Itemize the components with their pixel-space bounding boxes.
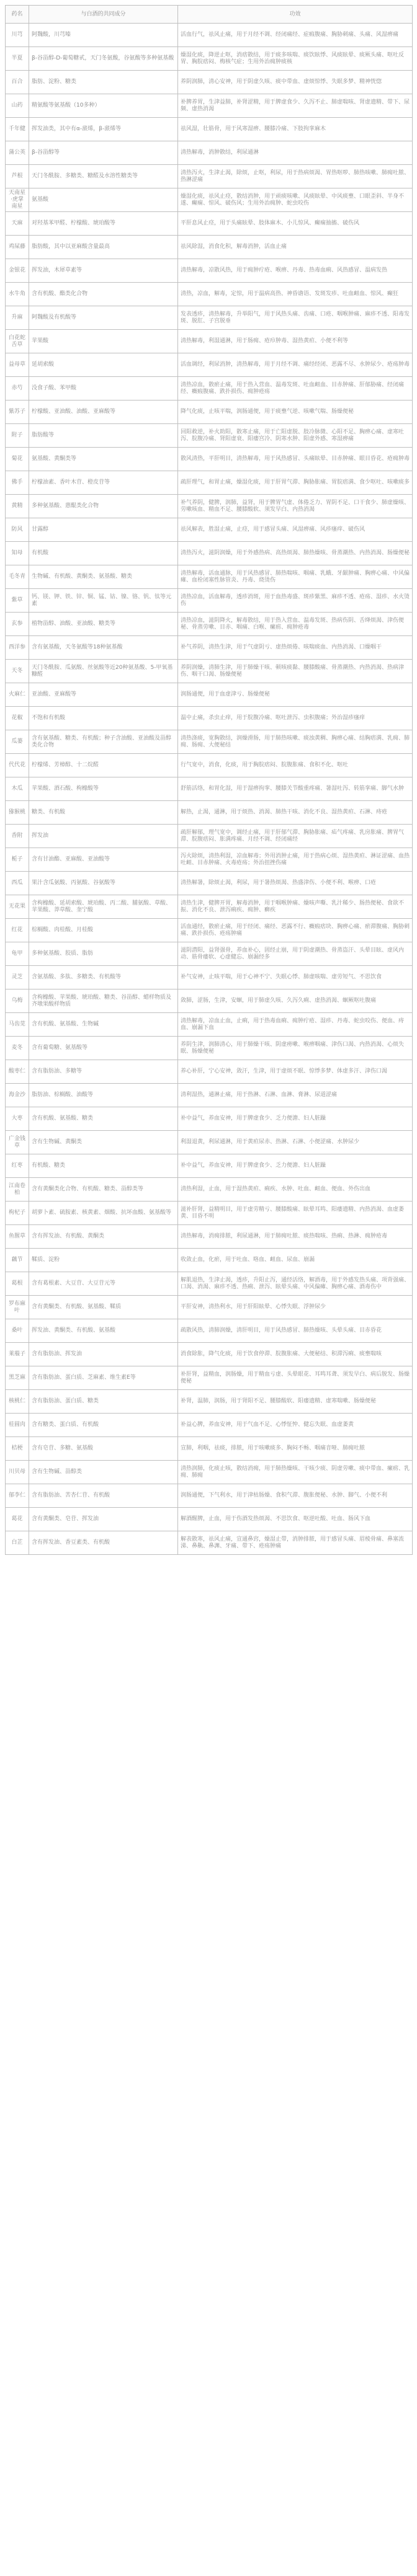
herb-name-cell: 水牛角 [6,283,29,306]
herb-name-cell: 西瓜 [6,872,29,895]
table-row [6,683,413,707]
herb-name-cell: 莱菔子 [6,1343,29,1366]
table-row [6,47,413,71]
effect-cell: 清热凉血，活血解毒，透疹消斑，用于血热毒盛、斑疹紫黑、麻疹不透、疮疡、湿疹、水火烫伤 [178,589,413,613]
table-row [6,448,413,471]
effect-cell: 滋阴潜阳，益肾强骨，养血补心，固经止崩，用于阴虚潮热、骨蒸盗汗、头晕目眩、虚风内动、筋骨痿软、心虚健忘、崩漏经多 [178,942,413,966]
common-ingredient-cell: 有机酸、糖类 [29,1154,178,1178]
table-row [6,636,413,660]
herb-name-cell: 灵芝 [6,966,29,989]
table-row [6,966,413,989]
effect-cell: 舒筋活络，和胃化湿，用于湿痹拘挛、腰膝关节酸重疼痛、暑湿吐泻、转筋挛痛、脚气水肿 [178,777,413,801]
common-ingredient-cell: 多种氨基酸、蒽醌类化合物 [29,495,178,518]
table-row [6,1508,413,1531]
table-row [6,259,413,283]
common-ingredient-cell: 柠檬油素、香叶木苷、橙皮苷等 [29,471,178,495]
header-effect: 功效 [178,6,413,24]
common-ingredient-cell: 含有机酸、酯类化合物 [29,283,178,306]
herb-name-cell: 火麻仁 [6,683,29,707]
herb-name-cell: 鸡屎藤 [6,236,29,259]
effect-cell: 养阴润肺，清心安神，用于阴虚久咳、痰中带血、虚烦惊悸、失眠多梦、精神恍惚 [178,71,413,94]
effect-cell: 解肌退热，生津止渴，透疹，升阳止泻，通经活络，解酒毒，用于外感发热头痛、项背强痛、口渴、消渴、麻疹不透、热痢、泄泻、眩晕头痛、中风偏瘫、胸痹心痛、酒毒伤中 [178,1272,413,1296]
herb-name-cell: 芦根 [6,165,29,188]
effect-cell: 清热凉血，散瘀止痛，用于热入营血、温毒发斑、吐血衄血、目赤肿痛、肝郁胁痛、经闭痛经、癥瘕腹痛、跌扑损伤、痈肿疮疡 [178,377,413,401]
effect-cell: 补气养阴，清热生津，用于气虚阴亏、虚热烦倦、咳喘痰血、内热消渴、口燥咽干 [178,636,413,660]
table-row [6,1037,413,1060]
herb-name-cell: 红枣 [6,1154,29,1178]
effect-cell: 补中益气，养血安神，用于脾虚食少、乏力便溏、妇人脏躁 [178,1154,413,1178]
herb-name-cell: 红花 [6,919,29,942]
table-row [6,24,413,47]
common-ingredient-cell: 糖类、有机酸 [29,801,178,825]
common-ingredient-cell: 脂肪油、棕榈酸、油酸等 [29,1084,178,1107]
effect-cell: 补肾，温肺，润肠，用于肾阳不足、腰膝酸软、阳痿遗精、虚寒喘嗽、肠燥便秘 [178,1390,413,1414]
herb-name-cell: 川芎 [6,24,29,47]
common-ingredient-cell: 挥发油 [29,825,178,848]
table-row [6,1202,413,1225]
effect-cell: 清热涤痰，宽胸散结，润燥滑肠，用于肺热咳嗽、痰浊黄稠、胸痹心痛、结胸痞满、乳痈、肺痈、肠痈、大便秘结 [178,730,413,754]
effect-cell: 收敛止血，化瘀，用于吐血、咯血、衄血、尿血、崩漏 [178,1249,413,1272]
common-ingredient-cell: 钙、镁、钾、铁、锌、铜、锰、钴、镍、铬、钒、钛等元素 [29,589,178,613]
effect-cell: 宣肺，利咽，祛痰，排脓，用于咳嗽痰多、胸闷不畅、咽痛音哑、肺痈吐脓 [178,1437,413,1461]
common-ingredient-cell: 含有脂肪油、多糖等 [29,1060,178,1084]
common-ingredient-cell: 阿魏酸，川芎嗪 [29,24,178,47]
herb-name-cell: 白芷 [6,1531,29,1555]
table-row [6,542,413,565]
effect-cell: 利湿退黄，利尿通淋，用于黄疸尿赤、热淋、石淋、小便涩痛、水肿尿少 [178,1131,413,1154]
common-ingredient-cell: 对羟基苯甲醛、柠檬酸、琥珀酸等 [29,212,178,236]
herb-name-cell: 核桃仁 [6,1390,29,1414]
common-ingredient-cell: 含有甘油酯、亚麻酸、亚油酸等 [29,848,178,872]
effect-cell: 清热解毒，利湿通淋，用于肠痈、疮疖肿毒、湿热黄疸、小便不利等 [178,330,413,353]
table-row [6,1154,413,1178]
table-row [6,236,413,259]
effect-cell: 祛风湿，壮筋骨，用于风寒湿痹、腰膝冷痛、下肢拘挛麻木 [178,118,413,141]
common-ingredient-cell: 挥发油，木犀草素等 [29,259,178,283]
herb-name-cell: 黑芝麻 [6,1366,29,1390]
effect-cell: 清热解毒，活血通脉，用于风热感冒、肺热喘咳、咽痛、乳蛾、牙龈肿痛、胸痹心痛、中风偏瘫、血栓闭塞性脉管炎、丹毒、烧烫伤 [178,565,413,589]
herb-name-cell: 紫苏子 [6,401,29,424]
common-ingredient-cell: 含有脂肪油、蛋白质、芝麻素、维生素E等 [29,1366,178,1390]
common-ingredient-cell: 脂肪酸等 [29,424,178,448]
herb-name-cell: 龟甲 [6,942,29,966]
herb-name-cell: 桂圆肉 [6,1414,29,1437]
common-ingredient-cell: 胡萝卜素、硫胺素、核黄素、烟酸、抗坏血酸、氨基酸等 [29,1202,178,1225]
herb-name-cell: 升麻 [6,306,29,330]
herb-name-cell: 千年健 [6,118,29,141]
effect-cell: 补益心脾，养血安神，用于气血不足、心悸怔忡、健忘失眠、血虚萎黄 [178,1414,413,1437]
table-row [6,188,413,212]
table-row [6,919,413,942]
herb-name-cell: 天麻 [6,212,29,236]
common-ingredient-cell: 延胡索酸 [29,353,178,377]
table-row [6,1531,413,1555]
herb-name-cell: 毛冬青 [6,565,29,589]
common-ingredient-cell: 有机酸 [29,542,178,565]
herb-name-cell: 佛手 [6,471,29,495]
herb-name-cell: 海金沙 [6,1084,29,1107]
table-row [6,989,413,1013]
effect-cell: 解酒醒脾，止血，用于伤酒发热烦渴、不思饮食、呕逆吐酸、吐血、肠风下血 [178,1508,413,1531]
effect-cell: 润肠通便，下气利水，用于津枯肠燥、食积气滞、腹胀便秘、水肿、脚气、小便不利 [178,1484,413,1508]
common-ingredient-cell: 含有氨基酸、糖类、有机酸；种子含油酸、亚油酸及甾醇类化合物 [29,730,178,754]
common-ingredient-cell: 含枸橼酸、延胡索酸、琥珀酸、丙二酸、脯氨酸、草酸、苹果酸、莽草酸、奎宁酸 [29,895,178,919]
common-ingredient-cell: 果汁含瓜氨酸、丙氨酸、谷氨酸等 [29,872,178,895]
herb-name-cell: 栀子 [6,848,29,872]
herb-name-cell: 附子 [6,424,29,448]
herb-name-cell: 藕节 [6,1249,29,1272]
herb-name-cell: 蒲公英 [6,141,29,165]
common-ingredient-cell: 天门冬酰胺、多糖类、糖醛及水溶性糖类等 [29,165,178,188]
effect-cell: 解表散寒，祛风止痛，宣通鼻窍，燥湿止带，消肿排脓，用于感冒头痛、眉棱骨痛、鼻塞流涕、鼻鼽、鼻渊、牙痛、带下、疮疡肿痛 [178,1531,413,1555]
herb-name-cell: 大枣 [6,1107,29,1131]
herb-name-cell: 郁李仁 [6,1484,29,1508]
effect-cell: 消食除胀，降气化痰，用于饮食停滞、脘腹胀痛、大便秘结、积滞泻痢、痰壅喘咳 [178,1343,413,1366]
effect-cell: 发表透疹，清热解毒，升举阳气，用于风热头痛、齿痛、口疮、咽喉肿痛、麻疹不透、阳毒发斑、脱肛、子宫脱垂 [178,306,413,330]
common-ingredient-cell: 含氨基酸、多肽、多糖类、有机酸等 [29,966,178,989]
table-row [6,801,413,825]
herb-name-cell: 川贝母 [6,1461,29,1484]
table-row [6,660,413,683]
table-row [6,1366,413,1390]
common-ingredient-cell: 含有皂苷、多糖、氨基酸 [29,1437,178,1461]
table-row [6,141,413,165]
effect-cell: 润肠通便，用于血虚津亏、肠燥便秘 [178,683,413,707]
common-ingredient-cell: 亚油酸、亚麻酸等 [29,683,178,707]
herb-name-cell: 天南星·虎掌南星 [6,188,29,212]
table-row [6,165,413,188]
herb-name-cell: 马齿苋 [6,1013,29,1037]
herb-name-cell: 黄精 [6,495,29,518]
herb-name-cell: 葛根 [6,1272,29,1296]
table-row [6,283,413,306]
herb-name-cell: 益母草 [6,353,29,377]
table-row [6,730,413,754]
effect-cell: 泻火除烦，清热利湿，凉血解毒；外用消肿止痛，用于热病心烦、湿热黄疸、淋证涩痛、血热吐衄、目赤肿痛、火毒疮疡；外治扭挫伤痛 [178,848,413,872]
table-row [6,1131,413,1154]
table-row [6,942,413,966]
herb-name-cell: 菊花 [6,448,29,471]
table-body [6,24,413,1555]
table-header [6,6,413,24]
table-row [6,330,413,353]
table-row [6,518,413,542]
table-row [6,754,413,777]
effect-cell: 养心补肝，宁心安神，敛汗，生津，用于虚烦不眠、惊悸多梦、体虚多汗、津伤口渴 [178,1060,413,1084]
table-row [6,589,413,613]
herb-name-cell: 代代花 [6,754,29,777]
effect-cell: 燥湿化痰，降逆止呕，消痞散结，用于痰多咳喘、痰饮眩悸、风痰眩晕、痰厥头痛、呕吐反胃、胸脘痞闷、梅核气症；生用外治痈肿痰核 [178,47,413,71]
herb-name-cell: 猕猴桃 [6,801,29,825]
common-ingredient-cell: 含有脂肪油、挥发油 [29,1343,178,1366]
effect-cell: 补肝肾，益精血，润肠燥，用于精血亏虚、头晕眼花、耳鸣耳聋、须发早白、病后脱发、肠燥便秘 [178,1366,413,1390]
effect-cell: 养阴生津，润肺清心，用于肺燥干咳、阴虚痨嗽、喉痹咽痛、津伤口渴、内热消渴、心烦失眠、肠燥便秘 [178,1037,413,1060]
herb-table [5,5,413,1555]
common-ingredient-cell: 多种氨基酸、胶质、脂肪 [29,942,178,966]
common-ingredient-cell: 含枸橼酸、苹果酸、琥珀酸、糖类、谷甾醇、蜡样物质及齐墩果酸样物质 [29,989,178,1013]
effect-cell: 清利湿热，通淋止痛，用于热淋、石淋、血淋、膏淋、尿道涩痛 [178,1084,413,1107]
common-ingredient-cell: 苹果酸、酒石酸、枸橼酸等 [29,777,178,801]
herb-name-cell: 江南卷柏 [6,1178,29,1202]
effect-cell: 补中益气，养血安神，用于脾虚食少、乏力便溏、妇人脏躁 [178,1107,413,1131]
common-ingredient-cell: 含有黄酮类、有机酸、氨基酸、鞣质 [29,1296,178,1319]
effect-cell: 清热解毒，凉血止血，止痢，用于热毒血痢、痈肿疔疮、湿疹、丹毒、蛇虫咬伤、便血、痔血、崩漏下血 [178,1013,413,1037]
table-row [6,1107,413,1131]
table-row [6,707,413,730]
table-row [6,1013,413,1037]
herb-name-cell: 罗布麻叶 [6,1296,29,1319]
herb-name-cell: 桔梗 [6,1437,29,1461]
common-ingredient-cell: 含有生物碱、甾醇类 [29,1461,178,1484]
effect-cell: 清热生津，健脾开胃，解毒消肿，用于咽喉肿痛、燥咳声嘶、乳汁稀少、肠热便秘、食欲不振、消化不良、泄泻痢疾、痈肿、癣疾 [178,895,413,919]
herb-name-cell: 无花果 [6,895,29,919]
effect-cell: 疏肝解郁，理气宽中，调经止痛，用于肝郁气滞、胸胁胀痛、疝气疼痛、乳房胀痛、脾胃气滞、脘腹痞闷、胀满疼痛、月经不调、经闭痛经 [178,825,413,848]
effect-cell: 补脾养胃，生津益肺，补肾涩精，用于脾虚食少、久泻不止、肺虚喘咳、肾虚遗精、带下、尿频、虚热消渴 [178,94,413,118]
table-row [6,848,413,872]
herb-name-cell: 玄参 [6,613,29,636]
table-row [6,353,413,377]
common-ingredient-cell: 阿魏酸及有机酸等 [29,306,178,330]
effect-cell: 燥湿化痰，祛风止痉，散结消肿，用于顽痰咳嗽、风痰眩晕、中风痰壅、口眼歪斜、半身不遂、癫痫、惊风、破伤风；生用外治痈肿、蛇虫咬伤 [178,188,413,212]
table-row [6,1414,413,1437]
herb-name-cell: 酸枣仁 [6,1060,29,1084]
herb-name-cell: 知母 [6,542,29,565]
effect-cell: 温中止痛，杀虫止痒，用于脘腹冷痛、呕吐泄泻、虫积腹痛；外治湿疹瘙痒 [178,707,413,730]
herb-name-cell: 香附 [6,825,29,848]
table-row [6,401,413,424]
herb-name-cell: 防风 [6,518,29,542]
herb-name-cell: 桑叶 [6,1319,29,1343]
common-ingredient-cell: 苹果酸 [29,330,178,353]
herb-name-cell: 西洋参 [6,636,29,660]
herb-name-cell: 百合 [6,71,29,94]
common-ingredient-cell: 挥发油、黄酮类、有机酸、氨基酸 [29,1319,178,1343]
effect-cell: 平肝息风止痉，用于头痛眩晕、肢体麻木、小儿惊风、癫痫抽搐、破伤风 [178,212,413,236]
herb-name-cell: 木瓜 [6,777,29,801]
effect-cell: 降气化痰，止咳平喘，润肠通便，用于痰壅气逆、咳嗽气喘、肠燥便秘 [178,401,413,424]
table-row [6,895,413,919]
table-row [6,825,413,848]
effect-cell: 补气安神，止咳平喘，用于心神不宁、失眠心悸、肺虚咳喘、虚劳短气、不思饮食 [178,966,413,989]
common-ingredient-cell: 含有脂肪油、蛋白质、糖类 [29,1390,178,1414]
table-row [6,565,413,589]
common-ingredient-cell: 鞣质、淀粉 [29,1249,178,1272]
effect-cell: 散风清热，平肝明目，清热解毒，用于风热感冒、头痛眩晕、目赤肿痛、眼目昏花、疮痈肿毒 [178,448,413,471]
herb-name-cell: 半夏 [6,47,29,71]
effect-cell: 清热泻火，生津止渴，除烦，止呕，利尿，用于热病烦渴、胃热呕哕、肺热咳嗽、肺痈吐脓、热淋涩痛 [178,165,413,188]
common-ingredient-cell: 棕榈酸、肉桂酸、月桂酸 [29,919,178,942]
table-row [6,1060,413,1084]
common-ingredient-cell: 含有生物碱、黄酮类 [29,1131,178,1154]
table-row [6,118,413,141]
common-ingredient-cell: 挥发油类，其中有α-蒎烯，β-蒎烯等 [29,118,178,141]
effect-cell: 清热解暑，除烦止渴，利尿，用于暑热烦渴、热盛津伤、小便不利、喉痹、口疮 [178,872,413,895]
common-ingredient-cell: β-谷甾醇-D-葡萄糖甙，天门冬氨酸，谷氨酸等多种氨基酸 [29,47,178,71]
common-ingredient-cell: 脂肪酸，其中以亚麻酸含量最高 [29,236,178,259]
common-ingredient-cell: 生物碱、有机酸、黄酮类、氨基酸、糖类 [29,565,178,589]
common-ingredient-cell: 含有黄酮类化合物、有机酸、糖类、甾醇类等 [29,1178,178,1202]
table-row [6,1225,413,1249]
table-row [6,1319,413,1343]
table-row [6,1084,413,1107]
herb-name-cell: 金银花 [6,259,29,283]
effect-cell: 行气宽中，消食，化痰，用于胸脘痞闷、脘腹胀痛、食积不化、呕吐 [178,754,413,777]
table-row [6,1249,413,1272]
table-row [6,1484,413,1508]
common-ingredient-cell: 脂肪、淀粉、糖类 [29,71,178,94]
page [0,5,417,2576]
common-ingredient-cell: 含有葡萄糖、氨基酸等 [29,1037,178,1060]
herb-name-cell: 鱼腥草 [6,1225,29,1249]
common-ingredient-cell: 氨基酸 [29,188,178,212]
table-row [6,306,413,330]
common-ingredient-cell: 柠檬酸、亚油酸、油酸、亚麻酸等 [29,401,178,424]
herb-name-cell: 花椒 [6,707,29,730]
common-ingredient-cell: 甘露醇 [29,518,178,542]
common-ingredient-cell: 含有机酸、氨基酸、生物碱 [29,1013,178,1037]
table-row [6,212,413,236]
herb-name-cell: 枸杞子 [6,1202,29,1225]
common-ingredient-cell: 含有糖类、蛋白质、有机酸 [29,1414,178,1437]
table-row [6,424,413,448]
common-ingredient-cell: 含有挥发油、有机酸、黄酮类 [29,1225,178,1249]
table-row [6,777,413,801]
effect-cell: 解热，止渴，通淋，用于烦热、消渴、肺热干咳、消化不良、湿热黄疸、石淋、痔疮 [178,801,413,825]
herb-name-cell: 葛花 [6,1508,29,1531]
effect-cell: 祛风除湿，消食化积，解毒消肿，活血止痛 [178,236,413,259]
common-ingredient-cell: 不饱和有机酸 [29,707,178,730]
herb-name-cell: 天冬 [6,660,29,683]
herb-name-cell: 瓜蒌 [6,730,29,754]
common-ingredient-cell: 精氨酸等氨基酸（10多种） [29,94,178,118]
effect-cell: 敛肺，涩肠，生津，安蛔，用于肺虚久咳、久泻久痢、虚热消渴、蛔厥呕吐腹痛 [178,989,413,1013]
table-row [6,1343,413,1366]
effect-cell: 清热泻火，滋阴润燥，用于外感热病、高热烦渴、肺热燥咳、骨蒸潮热、内热消渴、肠燥便秘 [178,542,413,565]
table-row [6,1272,413,1296]
effect-cell: 补气养阴，健脾，润肺，益肾，用于脾胃气虚、体倦乏力、胃阴不足、口干食少、肺虚燥咳、劳嗽咳血、精血不足、腰膝酸软、须发早白、内热消渴 [178,495,413,518]
common-ingredient-cell: 含有机酸、氨基酸、糖类 [29,1107,178,1131]
table-row [6,613,413,636]
herb-name-cell: 麦冬 [6,1037,29,1060]
effect-cell: 清热解毒，凉散风热，用于痈肿疔疮、喉痹、丹毒、热毒血痢、风热感冒、温病发热 [178,259,413,283]
herb-name-cell: 广金钱草 [6,1131,29,1154]
table-row [6,1461,413,1484]
common-ingredient-cell: 植物甾醇、油酸、亚油酸、糖类等 [29,613,178,636]
effect-cell: 清热，凉血，解毒，定惊，用于温病高热、神昏谵语、发斑发疹、吐血衄血、惊风、癫狂 [178,283,413,306]
table-row [6,471,413,495]
effect-cell: 活血行气，祛风止痛，用于月经不调、经闭痛经、症瘕腹痛、胸胁刺痛、头痛、风湿痹痛 [178,24,413,47]
herb-name-cell: 山药 [6,94,29,118]
effect-cell: 平肝安神，清热利水，用于肝阳眩晕、心悸失眠、浮肿尿少 [178,1296,413,1319]
effect-cell: 祛风解表，胜湿止痛，止痉，用于感冒头痛、风湿痹痛、风疹瘙痒、破伤风 [178,518,413,542]
table-row [6,1437,413,1461]
common-ingredient-cell: 含有葛根素、大豆苷、大豆苷元等 [29,1272,178,1296]
common-ingredient-cell: 含有挥发油、香豆素类、有机酸 [29,1531,178,1555]
common-ingredient-cell: 天门冬酰胺、瓜氨酸、丝氨酸等近20种氨基酸、5-甲氧基糠醛 [29,660,178,683]
table-row [6,1178,413,1202]
common-ingredient-cell: 氨基酸、黄酮类等 [29,448,178,471]
table-row [6,94,413,118]
herb-name-cell: 赤芍 [6,377,29,401]
effect-cell: 回阳救逆，补火助阳，散寒止痛，用于亡阳虚脱、肢冷脉微、心阳不足、胸痹心痛、虚寒吐泻、脘腹冷痛、肾阳虚衰、阳痿宫冷、阴寒水肿、阳虚外感、寒湿痹痛 [178,424,413,448]
effect-cell: 清热解毒，消痈排脓，利尿通淋，用于肺痈吐脓、痰热喘咳、热痢、热淋、痈肿疮毒 [178,1225,413,1249]
effect-cell: 滋补肝肾，益精明目，用于虚劳精亏、腰膝酸痛、眩晕耳鸣、阳痿遗精、内热消渴、血虚萎黄、目昏不明 [178,1202,413,1225]
common-ingredient-cell: 含有脂肪油、苦杏仁苷、有机酸 [29,1484,178,1508]
table-row [6,71,413,94]
effect-cell: 活血通经，散瘀止痛，用于经闭、痛经、恶露不行、癥瘕痞块、胸痹心痛、瘀滞腹痛、胸胁刺痛、跌扑损伤、疮疡肿痛 [178,919,413,942]
common-ingredient-cell: β-谷甾醇等 [29,141,178,165]
table-row [6,377,413,401]
effect-cell: 活血调经，利尿消肿，清热解毒，用于月经不调、痛经经闭、恶露不尽、水肿尿少、疮疡肿毒 [178,353,413,377]
effect-cell: 清热凉血，滋阴降火，解毒散结，用于热入营血、温毒发斑、热病伤阴、舌绛烦渴、津伤便秘、骨蒸劳嗽、目赤、咽痛、白喉、瘰疬、痈肿疮毒 [178,613,413,636]
header-common: 与白酒的共同成分 [29,6,178,24]
effect-cell: 疏肝理气，和胃止痛，燥湿化痰，用于肝胃气滞、胸胁胀痛、胃脘痞满、食少呕吐、咳嗽痰多 [178,471,413,495]
herb-name-cell: 白花蛇舌草 [6,330,29,353]
effect-cell: 疏散风热，清肺润燥，清肝明目，用于风热感冒、肺热燥咳、头晕头痛、目赤昏花 [178,1319,413,1343]
effect-cell: 清热润肺，化痰止咳，散结消痈，用于肺热燥咳、干咳少痰、阴虚劳嗽、痰中带血、瘰疬、乳痈、肺痈 [178,1461,413,1484]
table-row [6,1390,413,1414]
effect-cell: 清热解毒，消肿散结，利尿通淋 [178,141,413,165]
effect-cell: 养阴润燥，清肺生津，用于肺燥干咳、顿咳痰黏、腰膝酸痛、骨蒸潮热、内热消渴、热病津伤、咽干口渴、肠燥便秘 [178,660,413,683]
table-row [6,495,413,518]
effect-cell: 清热利湿，止血，用于湿热黄疸、痢疾、水肿、吐血、衄血、便血、外伤出血 [178,1178,413,1202]
herb-name-cell: 紫草 [6,589,29,613]
common-ingredient-cell: 含有氨基酸，天冬氨酸等18种氨基酸 [29,636,178,660]
common-ingredient-cell: 含有黄酮类、皂苷、挥发油 [29,1508,178,1531]
common-ingredient-cell: 柠檬烯、芳樟醇、十二烷醛 [29,754,178,777]
table-row [6,1296,413,1319]
herb-name-cell: 乌梅 [6,989,29,1013]
header-name: 药名 [6,6,29,24]
table-row [6,872,413,895]
common-ingredient-cell: 没食子酸、苯甲酸 [29,377,178,401]
